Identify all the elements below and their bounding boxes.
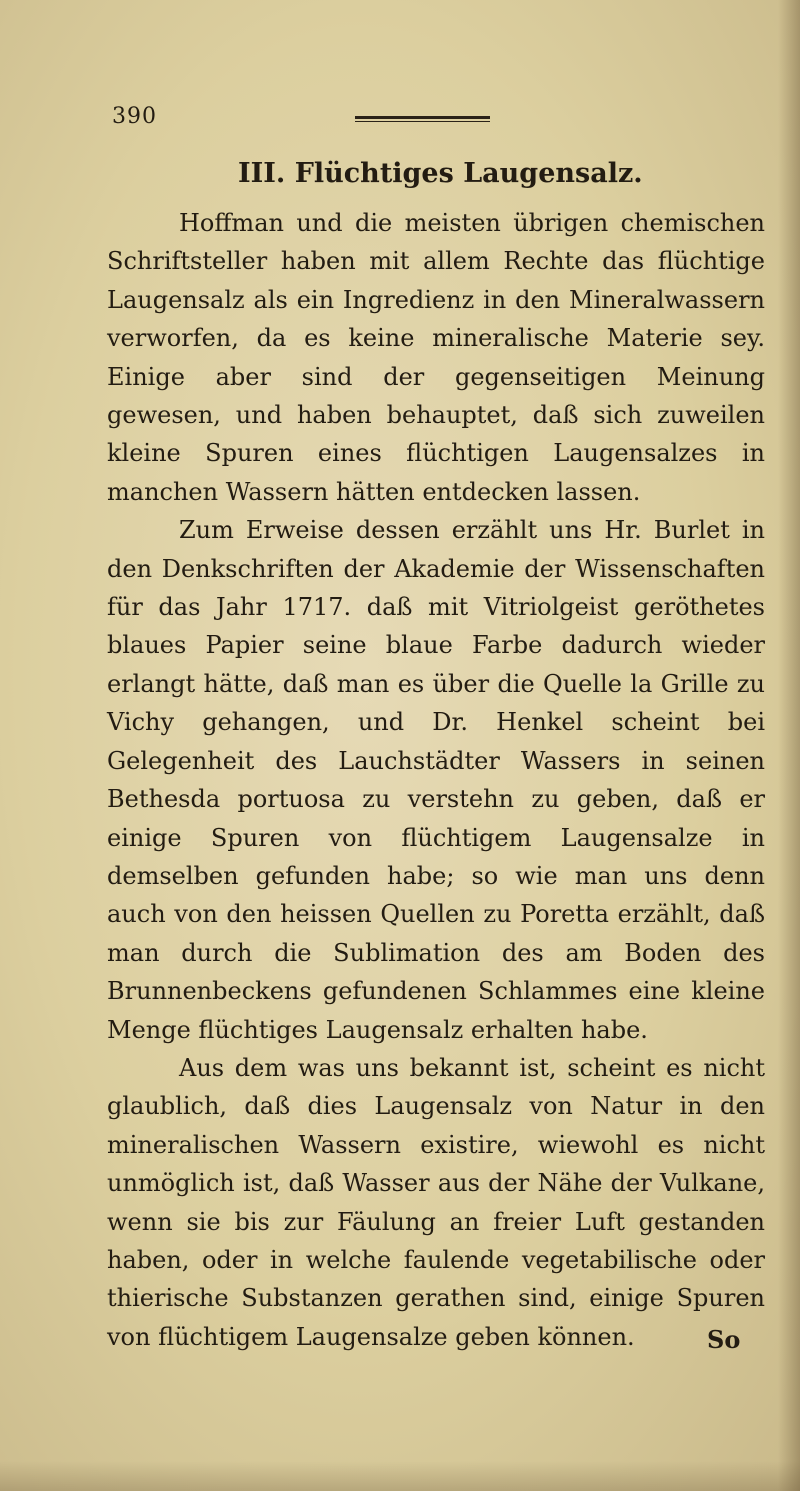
header-rule [355, 116, 490, 122]
paragraph-1: Hoffman und die meisten übrigen chemischen Schriftsteller haben mit allem Rechte das flüchtige Laugensalz als ein Ingredienz in den Mineralwassern verworfen, da es keine mineralische Materie sey. Einige aber sind der gegenseitigen Meinung gewesen, und haben behauptet, daß sich zuweilen kleine Spuren eines flüchtigen Laugensalzes in manchen Wassern hätten entdecken lassen. [107, 209, 765, 506]
page-edge-shadow [778, 0, 800, 1491]
page-bottom-shadow [0, 1461, 800, 1491]
page-number: 390 [112, 104, 157, 129]
paragraph-2: Zum Erweise dessen erzählt uns Hr. Burlet in den Denkschriften der Akademie der Wissenschaften für das Jahr 1717. daß mit Vitriolgeist geröthetes blaues Papier seine blaue Farbe dadurch wieder erlangt hätte, daß man es über die Quelle la Grille zu Vichy gehangen, und Dr. Henkel scheint bei Gelegenheit des Lauchstädter Wassers in seinen Bethesda portuosa zu verstehn zu geben, daß er einige Spuren von flüchtigem Laugensalze in demselben gefunden habe; so wie man uns denn auch von den heissen Quellen zu Poretta erzählt, daß man durch die Sublimation des am Boden des Brunnenbeckens gefundenen Schlammes eine kleine Menge flüchtiges Laugensalz erhalten habe. [107, 516, 765, 1044]
catchword: So [707, 1325, 741, 1354]
body-text [107, 204, 765, 1356]
section-title: III. Flüchtiges Laugensalz. [238, 158, 643, 189]
paragraph-3: Aus dem was uns bekannt ist, scheint es nicht glaublich, daß dies Laugensalz von Natur in den mineralischen Wassern existire, wiewohl es nicht unmöglich ist, daß Wasser aus der Nähe der Vulkane, wenn sie bis zur Fäulung an freier Luft gestanden haben, oder in welche faulende vegetabilische oder thierische Substanzen gerathen sind, einige Spuren von flüchtigem Laugensalze geben können. [107, 1053, 765, 1351]
